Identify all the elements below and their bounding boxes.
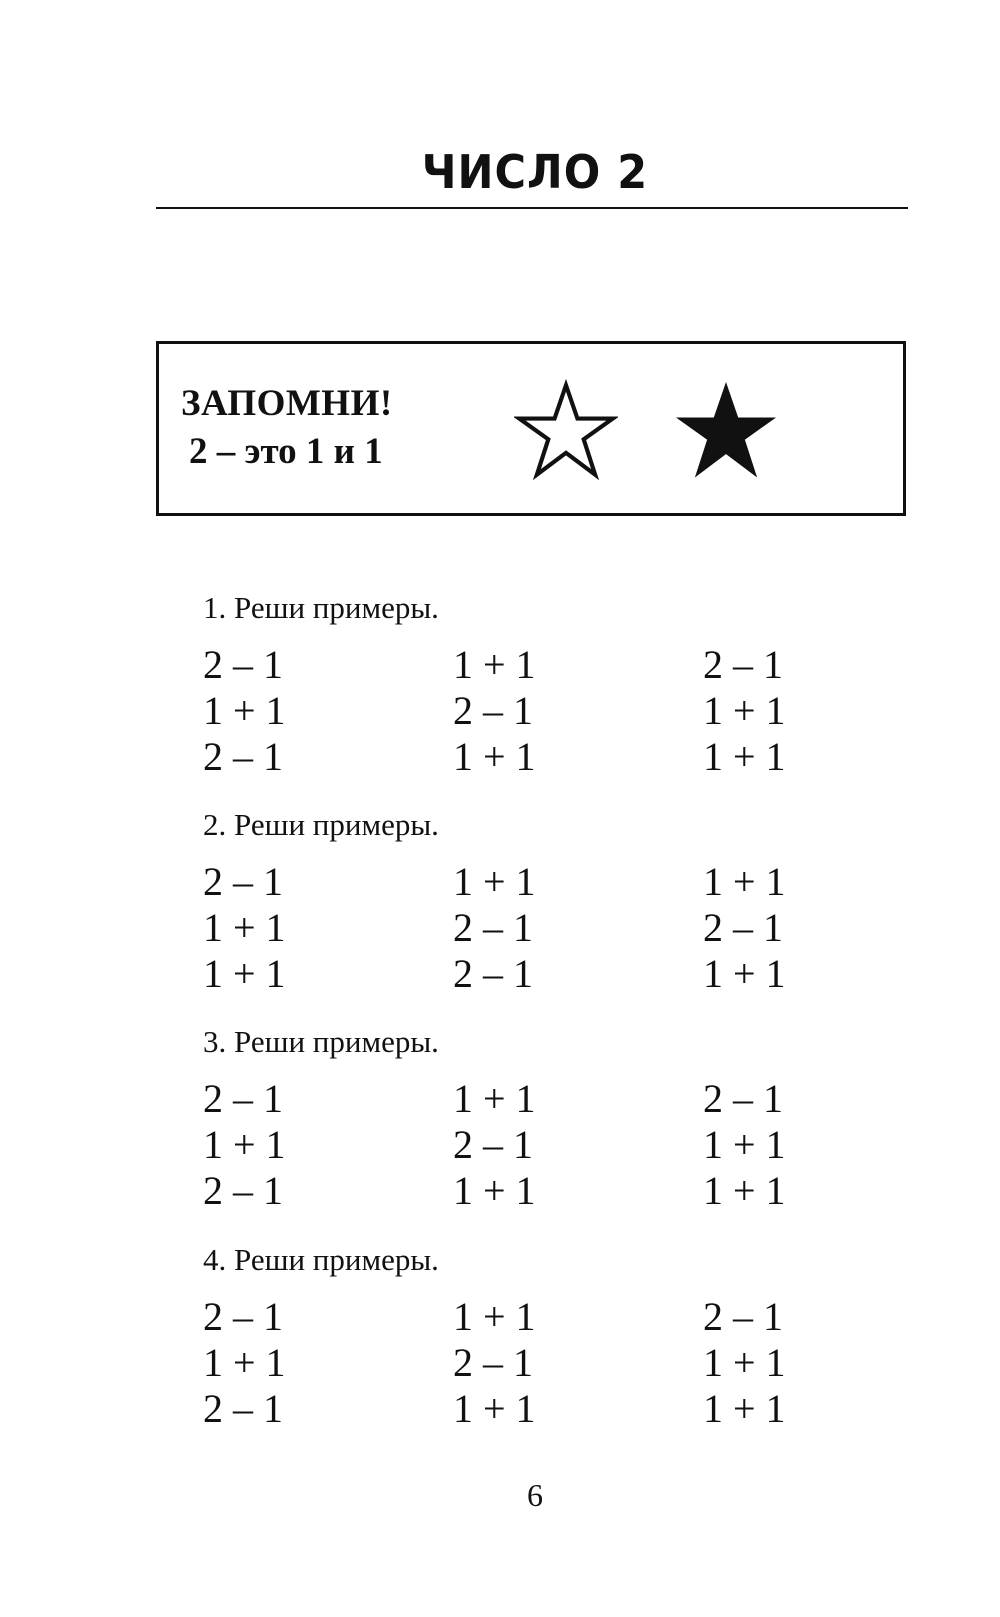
task-2 [203, 805, 843, 997]
example: 2 – 1 [203, 859, 283, 904]
example: 1 + 1 [453, 1294, 536, 1339]
remember-heading: ЗАПОМНИ! [181, 383, 393, 424]
example: 2 – 1 [203, 1386, 283, 1431]
example: 1 + 1 [703, 951, 786, 996]
example: 2 – 1 [453, 1122, 533, 1167]
task-3 [203, 1022, 843, 1214]
task-title: 3. Реши примеры. [203, 1024, 439, 1059]
example: 1 + 1 [203, 905, 286, 950]
example: 1 + 1 [703, 734, 786, 779]
page-title: ЧИСЛО 2 [421, 146, 649, 200]
examples-grid [203, 1076, 843, 1214]
example: 2 – 1 [203, 734, 283, 779]
example: 1 + 1 [453, 734, 536, 779]
example: 2 – 1 [453, 951, 533, 996]
title-rule [156, 207, 908, 209]
page-number: 6 [527, 1477, 543, 1513]
example: 1 + 1 [703, 1168, 786, 1213]
example: 1 + 1 [703, 859, 786, 904]
example: 1 + 1 [703, 1122, 786, 1167]
star-filled-icon [674, 379, 778, 483]
examples-grid [203, 859, 843, 997]
star-outline-icon [514, 379, 618, 483]
example: 1 + 1 [203, 1340, 286, 1385]
example: 2 – 1 [703, 1294, 783, 1339]
example: 2 – 1 [203, 1168, 283, 1213]
task-4 [203, 1240, 843, 1432]
example: 1 + 1 [703, 1386, 786, 1431]
example: 2 – 1 [703, 905, 783, 950]
examples-grid [203, 1294, 843, 1432]
example: 1 + 1 [703, 1340, 786, 1385]
example: 2 – 1 [453, 688, 533, 733]
example: 2 – 1 [453, 1340, 533, 1385]
example: 1 + 1 [453, 859, 536, 904]
example: 1 + 1 [203, 951, 286, 996]
example: 2 – 1 [703, 642, 783, 687]
example: 1 + 1 [453, 1168, 536, 1213]
remember-box [156, 341, 906, 516]
example: 1 + 1 [203, 1122, 286, 1167]
example: 1 + 1 [453, 642, 536, 687]
example: 2 – 1 [703, 1076, 783, 1121]
task-title: 2. Реши примеры. [203, 807, 439, 842]
task-title: 1. Реши примеры. [203, 590, 439, 625]
task-title: 4. Реши примеры. [203, 1242, 439, 1277]
example: 2 – 1 [453, 905, 533, 950]
example: 1 + 1 [703, 688, 786, 733]
task-1 [203, 588, 843, 780]
example: 1 + 1 [453, 1386, 536, 1431]
example: 2 – 1 [203, 642, 283, 687]
remember-fact: 2 – это 1 и 1 [189, 431, 383, 472]
example: 1 + 1 [453, 1076, 536, 1121]
example: 2 – 1 [203, 1076, 283, 1121]
example: 1 + 1 [203, 688, 286, 733]
example: 2 – 1 [203, 1294, 283, 1339]
examples-grid [203, 642, 843, 780]
